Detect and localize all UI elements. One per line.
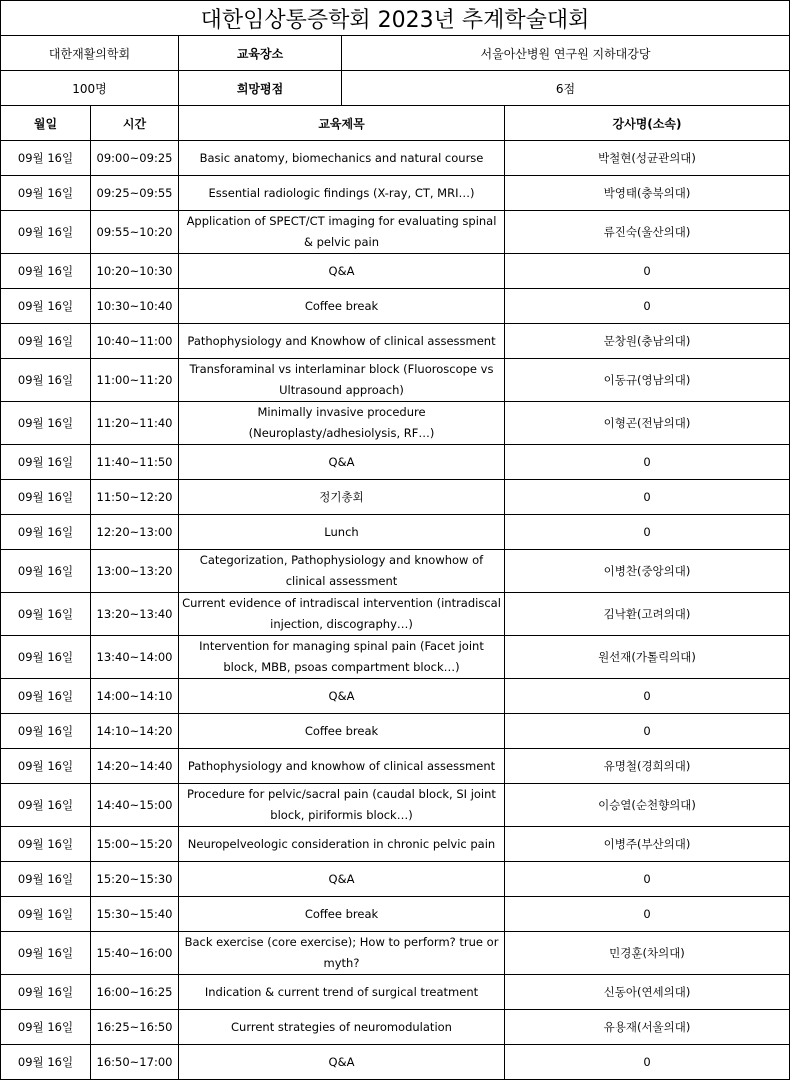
row-time: 09:00~09:25 [91,141,179,176]
row-date: 09월 16일 [1,1010,91,1045]
row-topic: Coffee break [179,289,505,324]
row-date: 09월 16일 [1,784,91,827]
row-time: 09:55~10:20 [91,211,179,254]
capacity: 100명 [1,71,179,106]
row-date: 09월 16일 [1,749,91,784]
row-time: 16:50~17:00 [91,1045,179,1080]
row-speaker: 0 [505,1045,790,1080]
credit: 6점 [342,71,790,106]
row-date: 09월 16일 [1,324,91,359]
row-date: 09월 16일 [1,515,91,550]
row-date: 09월 16일 [1,975,91,1010]
credit-label: 희망평점 [179,71,342,106]
table-row [1,932,790,975]
table-row [1,679,790,714]
row-speaker: 김낙환(고려의대) [505,593,790,636]
venue: 서울아산병원 연구원 지하대강당 [342,36,790,71]
header-topic: 교육제목 [179,106,505,141]
row-topic: Current strategies of neuromodulation [179,1010,505,1045]
row-topic: Q&A [179,1045,505,1080]
row-date: 09월 16일 [1,254,91,289]
row-speaker: 류진숙(울산의대) [505,211,790,254]
row-speaker: 0 [505,714,790,749]
row-time: 10:30~10:40 [91,289,179,324]
row-time: 16:00~16:25 [91,975,179,1010]
row-date: 09월 16일 [1,714,91,749]
header-speaker: 강사명(소속) [505,106,790,141]
row-date: 09월 16일 [1,480,91,515]
row-speaker: 문창원(충남의대) [505,324,790,359]
row-topic: Intervention for managing spinal pain (Facet joint block, MBB, psoas compartment block…) [179,636,505,679]
header-time: 시간 [91,106,179,141]
row-time: 15:00~15:20 [91,827,179,862]
row-time: 11:00~11:20 [91,359,179,402]
row-date: 09월 16일 [1,827,91,862]
row-time: 15:20~15:30 [91,862,179,897]
table-row [1,862,790,897]
row-topic: Indication & current trend of surgical treatment [179,975,505,1010]
row-date: 09월 16일 [1,897,91,932]
table-row [1,636,790,679]
row-date: 09월 16일 [1,679,91,714]
table-row [1,359,790,402]
row-speaker: 0 [505,254,790,289]
row-topic: Minimally invasive procedure (Neuroplasty/adhesiolysis, RF…) [179,402,505,445]
row-date: 09월 16일 [1,636,91,679]
page-title: 대한임상통증학회 2023년 추계학술대회 [1,1,790,36]
row-topic: Application of SPECT/CT imaging for evaluating spinal & pelvic pain [179,211,505,254]
row-speaker: 신동아(연세의대) [505,975,790,1010]
row-speaker: 박철현(성균관의대) [505,141,790,176]
row-speaker: 이승열(순천향의대) [505,784,790,827]
row-time: 14:10~14:20 [91,714,179,749]
row-time: 15:30~15:40 [91,897,179,932]
row-topic: Coffee break [179,714,505,749]
row-time: 14:40~15:00 [91,784,179,827]
row-time: 12:20~13:00 [91,515,179,550]
row-date: 09월 16일 [1,402,91,445]
row-time: 13:20~13:40 [91,593,179,636]
row-topic: Categorization, Pathophysiology and knowhow of clinical assessment [179,550,505,593]
row-topic: Q&A [179,254,505,289]
row-time: 09:25~09:55 [91,176,179,211]
row-date: 09월 16일 [1,550,91,593]
row-topic: Neuropelveologic consideration in chronic pelvic pain [179,827,505,862]
row-speaker: 0 [505,679,790,714]
row-topic: Lunch [179,515,505,550]
table-row [1,975,790,1010]
row-time: 10:20~10:30 [91,254,179,289]
row-date: 09월 16일 [1,289,91,324]
row-topic: Pathophysiology and Knowhow of clinical assessment [179,324,505,359]
row-time: 11:50~12:20 [91,480,179,515]
row-topic: Pathophysiology and knowhow of clinical assessment [179,749,505,784]
row-topic: Q&A [179,445,505,480]
table-row [1,749,790,784]
row-topic: Coffee break [179,897,505,932]
table-row [1,593,790,636]
row-time: 15:40~16:00 [91,932,179,975]
row-topic: Q&A [179,679,505,714]
row-date: 09월 16일 [1,932,91,975]
table-row [1,445,790,480]
venue-label: 교육장소 [179,36,342,71]
row-speaker: 이병주(부산의대) [505,827,790,862]
row-topic: Procedure for pelvic/sacral pain (caudal block, SI joint block, piriformis block…) [179,784,505,827]
row-speaker: 유명철(경희의대) [505,749,790,784]
row-date: 09월 16일 [1,1045,91,1080]
table-row [1,1010,790,1045]
header-date: 월일 [1,106,91,141]
table-row [1,254,790,289]
row-date: 09월 16일 [1,141,91,176]
table-row [1,714,790,749]
row-time: 11:20~11:40 [91,402,179,445]
row-speaker: 0 [505,289,790,324]
row-speaker: 0 [505,445,790,480]
row-speaker: 유용재(서울의대) [505,1010,790,1045]
row-topic: Current evidence of intradiscal intervention (intradiscal injection, discography…) [179,593,505,636]
row-date: 09월 16일 [1,359,91,402]
row-speaker: 박영태(충북의대) [505,176,790,211]
row-time: 11:40~11:50 [91,445,179,480]
row-time: 14:00~14:10 [91,679,179,714]
table-row [1,1045,790,1080]
row-speaker: 이형곤(전남의대) [505,402,790,445]
table-row [1,211,790,254]
row-speaker: 민경훈(차의대) [505,932,790,975]
table-header-row [1,106,790,141]
row-time: 14:20~14:40 [91,749,179,784]
table-row [1,480,790,515]
row-speaker: 이병찬(중앙의대) [505,550,790,593]
row-topic: Transforaminal vs interlaminar block (Fluoroscope vs Ultrasound approach) [179,359,505,402]
row-date: 09월 16일 [1,211,91,254]
row-date: 09월 16일 [1,445,91,480]
row-date: 09월 16일 [1,176,91,211]
row-speaker: 원선재(가톨릭의대) [505,636,790,679]
row-time: 16:25~16:50 [91,1010,179,1045]
row-date: 09월 16일 [1,593,91,636]
row-topic: Basic anatomy, biomechanics and natural course [179,141,505,176]
row-topic: 정기총회 [179,480,505,515]
table-row [1,176,790,211]
row-speaker: 0 [505,897,790,932]
row-topic: Q&A [179,862,505,897]
table-row [1,324,790,359]
table-row [1,402,790,445]
row-speaker: 0 [505,480,790,515]
row-time: 13:00~13:20 [91,550,179,593]
row-date: 09월 16일 [1,862,91,897]
table-row [1,289,790,324]
row-topic: Essential radiologic findings (X-ray, CT, MRI…) [179,176,505,211]
row-topic: Back exercise (core exercise); How to perform? true or myth? [179,932,505,975]
row-time: 10:40~11:00 [91,324,179,359]
table-row [1,550,790,593]
table-row [1,515,790,550]
table-row [1,897,790,932]
organizer: 대한재활의학회 [1,36,179,71]
row-speaker: 0 [505,515,790,550]
row-speaker: 0 [505,862,790,897]
table-row [1,141,790,176]
table-row [1,827,790,862]
row-time: 13:40~14:00 [91,636,179,679]
row-speaker: 이동규(영남의대) [505,359,790,402]
table-row [1,784,790,827]
